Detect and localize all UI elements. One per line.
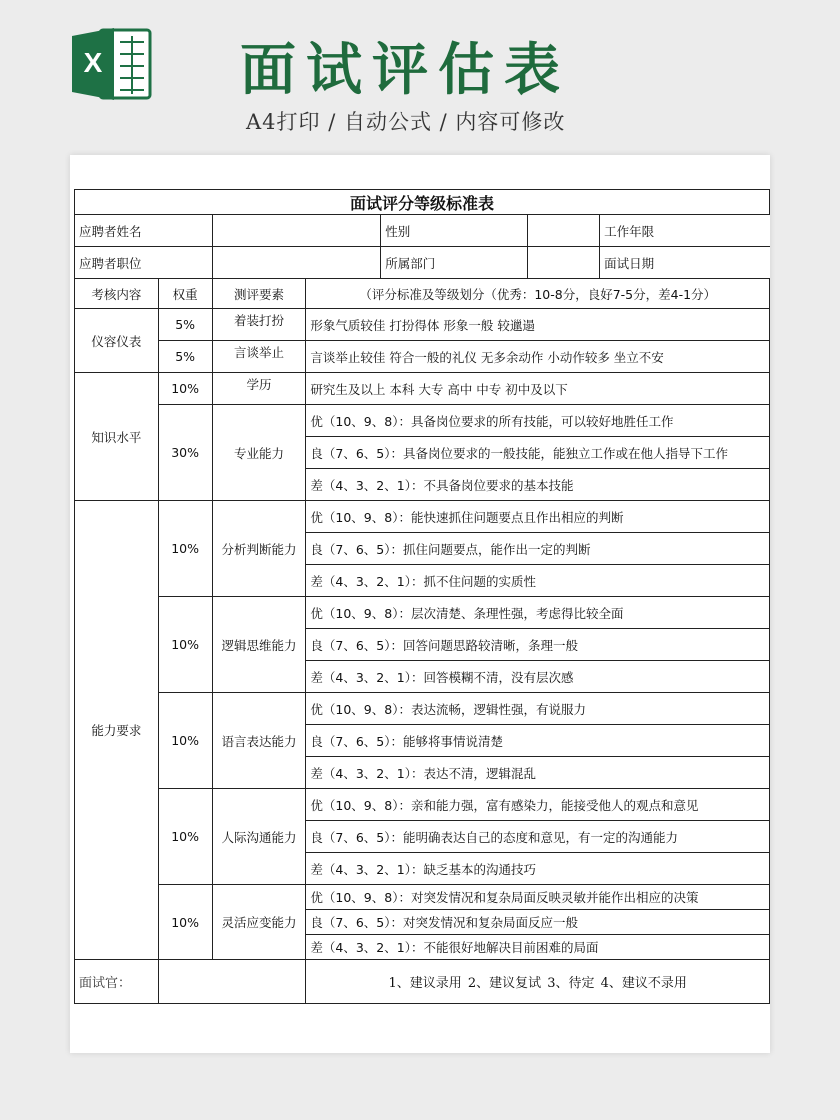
name-label: 应聘者姓名: [75, 215, 213, 247]
col-element: 测评要素: [212, 279, 306, 309]
table-row: [75, 885, 770, 910]
page-title: 面试评估表: [240, 37, 570, 103]
element-cell: 专业能力: [212, 405, 306, 501]
date-cell[interactable]: [600, 247, 770, 279]
standard-cell: 差（4、3、2、1）：缺乏基本的沟通技巧: [306, 853, 770, 885]
weight-cell: 10%: [158, 501, 212, 597]
standard-cell: 良（7、6、5）：抓住问题要点，能作出一定的判断: [306, 533, 770, 565]
category-appearance: 仪容仪表: [75, 309, 159, 373]
element-cell: 人际沟通能力: [212, 789, 306, 885]
standard-cell: 差（4、3、2、1）：回答模糊不清，没有层次感: [306, 661, 770, 693]
table-row: [75, 597, 770, 629]
page-subtitle: A4打印 / 自动公式 / 内容可修改: [246, 110, 566, 134]
dept-cell[interactable]: [528, 247, 600, 279]
element-cell: 灵活应变能力: [212, 885, 306, 960]
standard-cell: 研究生及以上 本科 大专 高中 中专 初中及以下: [306, 373, 770, 405]
standard-cell: 言谈举止较佳 符合一般的礼仪 无多余动作 小动作较多 坐立不安: [306, 341, 770, 373]
table-row: [75, 501, 770, 533]
years-label: 工作年限: [604, 223, 655, 239]
position-cell[interactable]: [212, 247, 381, 279]
footer-row: [75, 960, 770, 1004]
date-label: 面试日期: [604, 255, 655, 271]
element-cell: 着装打扮: [212, 309, 306, 341]
spreadsheet-preview: [70, 155, 770, 1053]
standard-cell: 优（10、9、8）：能快速抓住问题要点且作出相应的判断: [306, 501, 770, 533]
weight-cell: 5%: [158, 341, 212, 373]
years-cell[interactable]: [600, 215, 770, 247]
standard-cell: 良（7、6、5）：对突发情况和复杂局面反应一般: [306, 910, 770, 935]
name-cell[interactable]: [212, 215, 381, 247]
table-row: [75, 693, 770, 725]
gender-cell[interactable]: [528, 215, 600, 247]
standard-cell: 良（7、6、5）：回答问题思路较清晰，条理一般: [306, 629, 770, 661]
position-label: 应聘者职位: [75, 247, 213, 279]
standard-cell: 良（7、6、5）：能明确表达自己的态度和意见，有一定的沟通能力: [306, 821, 770, 853]
standard-cell: 良（7、6、5）：具备岗位要求的一般技能，能独立工作或在他人指导下工作: [306, 437, 770, 469]
table-row: [75, 405, 770, 437]
weight-cell: 10%: [158, 885, 212, 960]
element-cell: 逻辑思维能力: [212, 597, 306, 693]
column-header-row: [75, 279, 770, 309]
category-ability: 能力要求: [75, 501, 159, 960]
standard-cell: 形象气质较佳 打扮得体 形象一般 较邋遢: [306, 309, 770, 341]
element-cell: 分析判断能力: [212, 501, 306, 597]
table-row: [75, 215, 770, 247]
standard-cell: 良（7、6、5）：能够将事情说清楚: [306, 725, 770, 757]
element-cell: 言谈举止: [212, 341, 306, 373]
page-header: [0, 0, 840, 150]
weight-cell: 30%: [158, 405, 212, 501]
standard-cell: 优（10、9、8）：具备岗位要求的所有技能，可以较好地胜任工作: [306, 405, 770, 437]
standard-cell: 优（10、9、8）：层次清楚、条理性强，考虑得比较全面: [306, 597, 770, 629]
recommendation-options: 1、建议录用 2、建议复试 3、待定 4、建议不录用: [306, 960, 770, 1004]
standard-cell: 差（4、3、2、1）：表达不清，逻辑混乱: [306, 757, 770, 789]
category-knowledge: 知识水平: [75, 373, 159, 501]
col-category: 考核内容: [75, 279, 159, 309]
table-row: [75, 341, 770, 373]
standard-cell: 差（4、3、2、1）：不具备岗位要求的基本技能: [306, 469, 770, 501]
interviewer-cell[interactable]: [158, 960, 306, 1004]
weight-cell: 5%: [158, 309, 212, 341]
weight-cell: 10%: [158, 373, 212, 405]
standard-cell: 优（10、9、8）：亲和能力强，富有感染力，能接受他人的观点和意见: [306, 789, 770, 821]
table-row: [75, 373, 770, 405]
col-weight: 权重: [158, 279, 212, 309]
table-row: [75, 789, 770, 821]
gender-label: 性别: [381, 215, 528, 247]
svg-text:X: X: [83, 47, 103, 78]
standard-cell: 差（4、3、2、1）：抓不住问题的实质性: [306, 565, 770, 597]
weight-cell: 10%: [158, 597, 212, 693]
col-standard: （评分标准及等级划分（优秀：10-8分，良好7-5分，差4-1分）: [306, 279, 770, 309]
weight-cell: 10%: [158, 693, 212, 789]
dept-label: 所属部门: [381, 247, 528, 279]
interviewer-label: 面试官：: [75, 960, 159, 1004]
standard-cell: 差（4、3、2、1）：不能很好地解决目前困难的局面: [306, 935, 770, 960]
table-row: [75, 247, 770, 279]
excel-icon: [70, 24, 154, 104]
standard-cell: 优（10、9、8）：表达流畅，逻辑性强，有说服力: [306, 693, 770, 725]
table-caption: 面试评分等级标准表: [75, 190, 770, 215]
element-cell: 语言表达能力: [212, 693, 306, 789]
caption-row: [75, 190, 770, 215]
standard-cell: 优（10、9、8）：对突发情况和复杂局面反映灵敏并能作出相应的决策: [306, 885, 770, 910]
table-row: [75, 309, 770, 341]
element-cell: 学历: [212, 373, 306, 405]
interview-score-table: [74, 189, 770, 1004]
weight-cell: 10%: [158, 789, 212, 885]
